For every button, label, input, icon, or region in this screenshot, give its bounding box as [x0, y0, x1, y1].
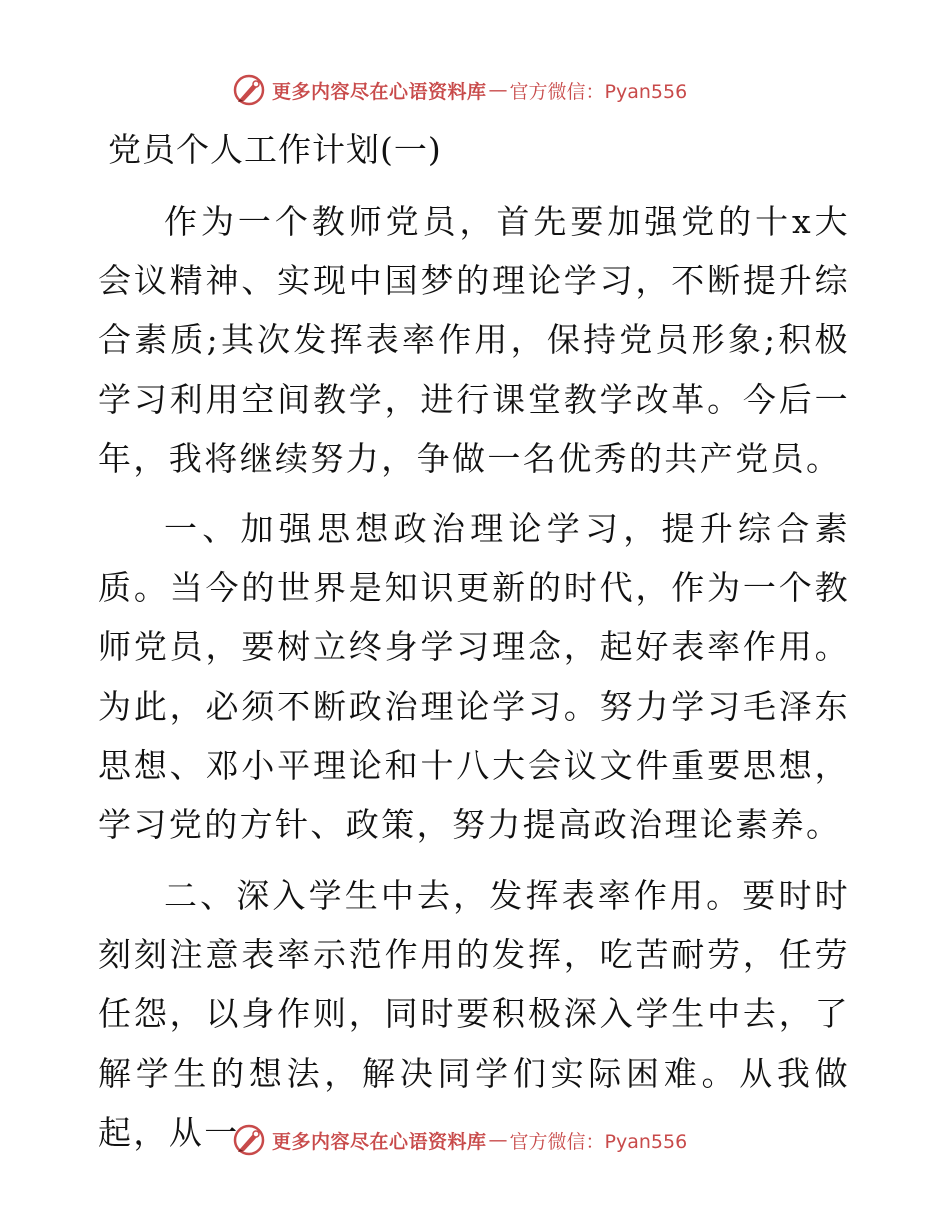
pen-logo-icon [232, 1123, 266, 1157]
watermark-wechat: 官方微信：Pyan556 [509, 1130, 688, 1153]
pen-logo-icon [232, 73, 266, 107]
watermark-text: 更多内容尽在心语资料库 [272, 1130, 487, 1153]
document-title: 党员个人工作计划(一) [108, 130, 442, 169]
watermark-separator: — [488, 1129, 508, 1151]
footer-watermark [232, 1122, 687, 1158]
paragraph-section-two: 二、深入学生中去，发挥表率作用。要时时刻刻注意表率示范作用的发挥，吃苦耐劳，任劳任怨，以身作则，同时要积极深入学生中去，了解学生的想法，解决同学们实际困难。从我做起，从一 [98, 876, 850, 1152]
paragraph-intro: 作为一个教师党员，首先要加强党的十x大会议精神、实现中国梦的理论学习，不断提升综合素质;其次发挥表率作用，保持党员形象;积极学习利用空间教学，进行课堂教学改革。今后一年，我将继续努力，争做一名优秀的共产党员。 [98, 202, 850, 478]
watermark-text: 更多内容尽在心语资料库 [272, 80, 487, 103]
watermark-separator: — [488, 79, 508, 101]
watermark-wechat: 官方微信：Pyan556 [509, 80, 688, 103]
paragraph-section-one: 一、加强思想政治理论学习，提升综合素质。当今的世界是知识更新的时代，作为一个教师党员，要树立终身学习理念，起好表率作用。为此，必须不断政治理论学习。努力学习毛泽东思想、邓小平理论和十八大会议文件重要思想，学习党的方针、政策，努力提高政治理论素养。 [98, 509, 850, 845]
header-watermark [232, 72, 687, 108]
